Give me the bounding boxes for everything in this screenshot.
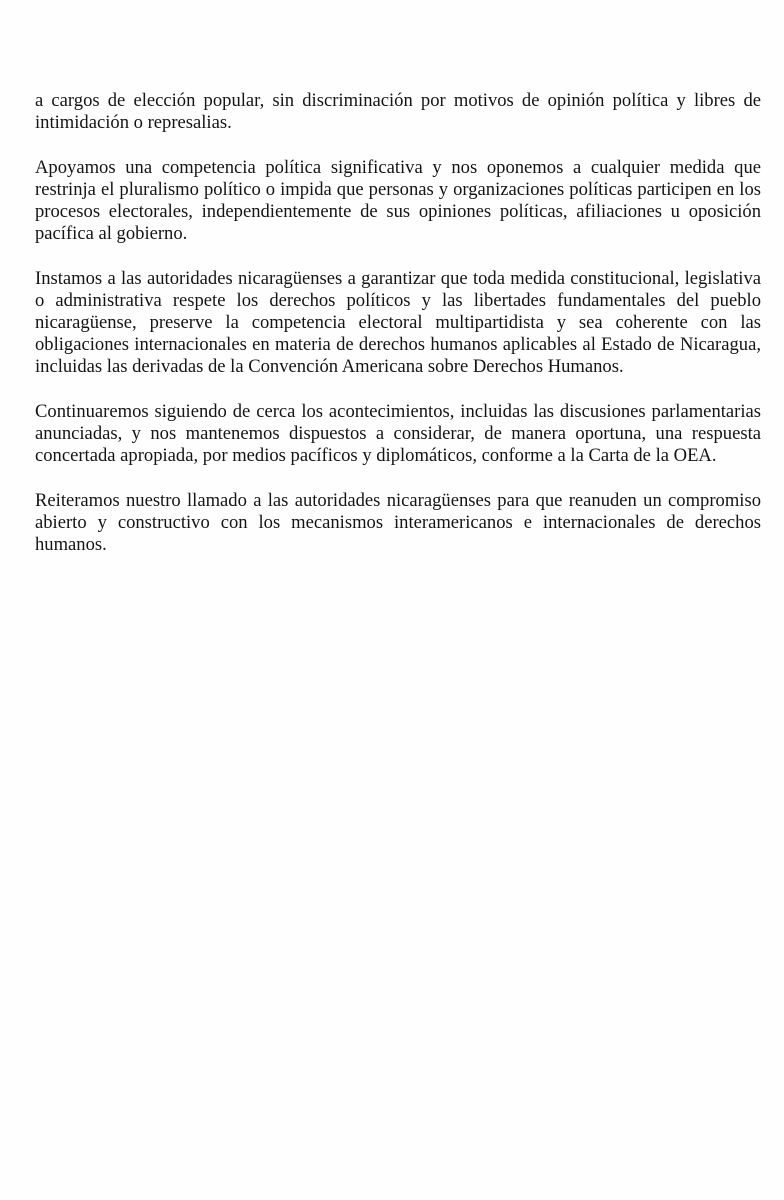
paragraph-3: Instamos a las autoridades nicaragüenses a garantizar que toda medida constitucional, legislativa o administrativa respete los derechos políticos y las libertades fundamentales del pueblo nicaragüense, preserve la competencia electoral multipartidista y sea coherente con las obligaciones internacionales en materia de derechos humanos aplicables al Estado de Nicaragua, incluidas las derivadas de la Convención Americana sobre Derechos Humanos. [35, 267, 761, 378]
document-body [35, 90, 761, 578]
paragraph-2: Apoyamos una competencia política significativa y nos oponemos a cualquier medida que restrinja el pluralismo político o impida que personas y organizaciones políticas participen en los procesos electorales, independientemente de sus opiniones políticas, afiliaciones u oposición pacífica al gobierno. [35, 156, 761, 245]
paragraph-5: Reiteramos nuestro llamado a las autoridades nicaragüenses para que reanuden un compromiso abierto y constructivo con los mecanismos interamericanos e internacionales de derechos humanos. [35, 489, 761, 555]
paragraph-1: a cargos de elección popular, sin discriminación por motivos de opinión política y libres de intimidación o represalias. [35, 90, 761, 134]
paragraph-4: Continuaremos siguiendo de cerca los acontecimientos, incluidas las discusiones parlamentarias anunciadas, y nos mantenemos dispuestos a considerar, de manera oportuna, una respuesta concertada apropiada, por medios pacíficos y diplomáticos, conforme a la Carta de la OEA. [35, 400, 761, 467]
